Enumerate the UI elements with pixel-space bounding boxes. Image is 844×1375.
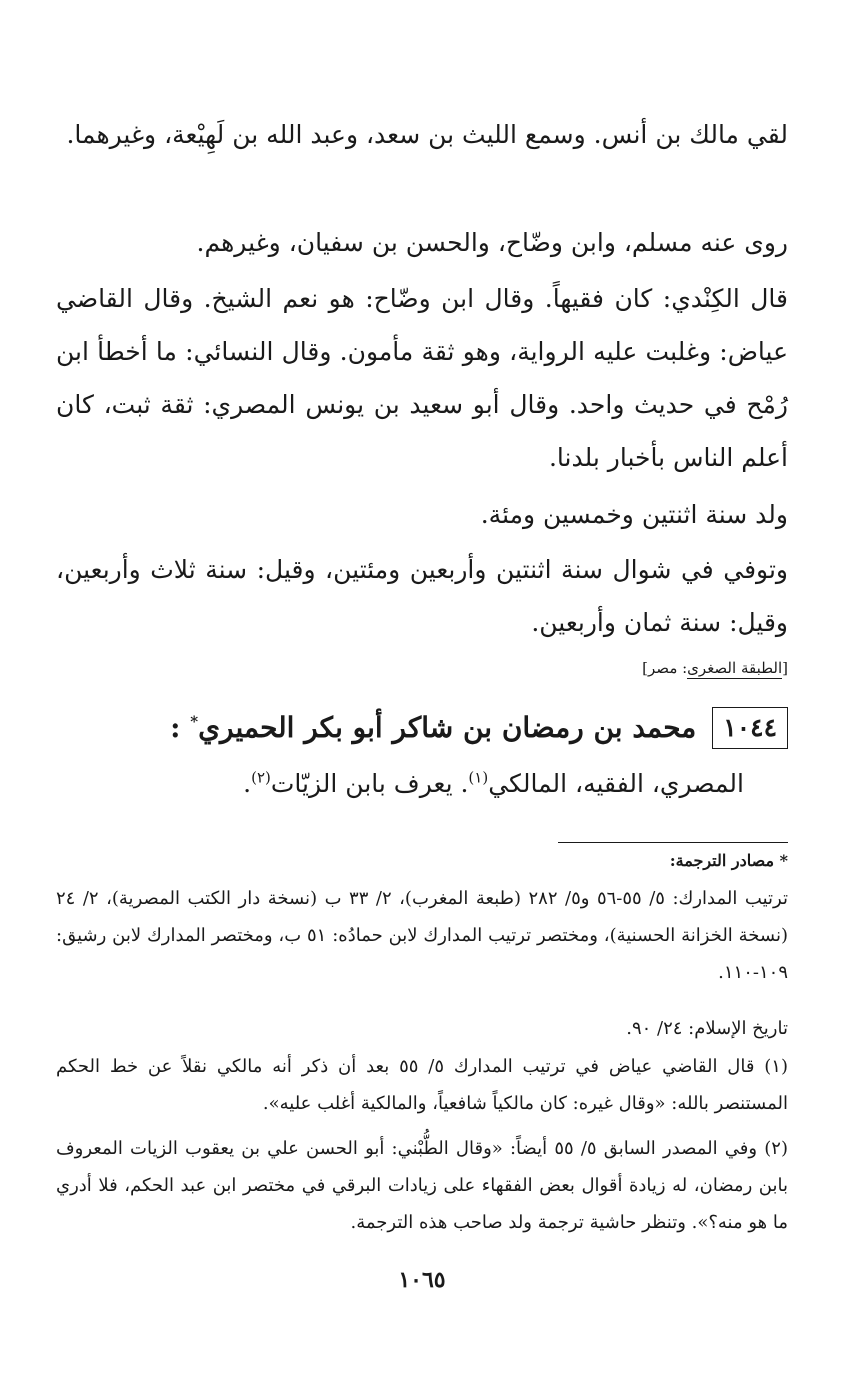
sources-tarikh: تاريخ الإسلام: ٢٤/ ٩٠.	[626, 1018, 788, 1039]
entry-number-box: ١٠٤٤	[712, 707, 788, 749]
footnote-ref-1: (١)	[468, 768, 489, 787]
entry-name: محمد بن رمضان بن شاكر أبو بكر الحميري	[198, 711, 697, 744]
tabaqa-place: : مصر	[648, 659, 688, 677]
footnote-divider	[558, 842, 788, 843]
tabaqa-label: الطبقة الصغرى	[687, 659, 783, 677]
paragraph-teachers: لقي مالك بن أنس. وسمع الليث بن سعد، وعبد الله بن لَهِيْعة، وغيرهما.	[66, 120, 788, 149]
sources-list: ترتيب المدارك: ٥/ ٥٥-٥٦ و٥/ ٢٨٢ (طبعة المغرب)، ٢/ ٣٣ ب (نسخة دار الكتب المصرية)، ٢/ ٢٤ (نسخة الخزانة الحسنية)، ومختصر ترتيب المدارك لابن حمادُه: ٥١ ب، ومختصر المدارك لابن رشيق: ١٠٩-١١٠.	[56, 888, 788, 983]
entry-heading	[56, 703, 788, 753]
tabaqa-open-bracket: [	[782, 659, 788, 677]
tabaqa-tag	[642, 656, 788, 680]
paragraph-birth: ولد سنة اثنتين وخمسين ومئة.	[480, 500, 788, 529]
entry-colon: :	[170, 711, 181, 744]
paragraph-death: وتوفي في شوال سنة اثنتين وأربعين ومئتين، وقيل: سنة ثلاث وأربعين، وقيل: سنة ثمان وأربعين.	[56, 555, 788, 637]
entry-known-as: . يعرف بابن الزيّات	[270, 769, 469, 798]
page-number: ١٠٦٥	[398, 1267, 446, 1293]
sources-heading: * مصادر الترجمة:	[669, 851, 788, 870]
entry-subtitle	[243, 762, 744, 806]
sources-asterisk: *	[190, 712, 199, 731]
footnote-1: (١) قال القاضي عياض في ترتيب المدارك ٥/ ٥٥ بعد أن ذكر أنه مالكي نقلاً عن خط الحكم المستنصر بالله: «وقال غيره: كان مالكياً شافعياً، والمالكية أغلب عليه».	[56, 1056, 788, 1114]
footnote-2: (٢) وفي المصدر السابق ٥/ ٥٥ أيضاً: «وقال الطُّبْني: أبو الحسن علي بن يعقوب الزيات المعروف بابن رمضان، له زيادة أقوال بعض الفقهاء على زيادات البرقي في مختصر ابن عبد الحكم، فلا أدري ما هو منه؟». وتنظر حاشية ترجمة ولد صاحب هذه الترجمة.	[56, 1138, 788, 1233]
paragraph-opinions: قال الكِنْدي: كان فقيهاً. وقال ابن وضّاح: هو نعم الشيخ. وقال القاضي عياض: وغلبت عليه الرواية، وهو ثقة مأمون. وقال النسائي: ما أخطأ ابن رُمْح في حديث واحد. وقال أبو سعيد بن يونس المصري: ثقة ثبت، كان أعلم الناس بأخبار بلدنا.	[56, 284, 788, 472]
tabaqa-close-bracket: ]	[642, 659, 649, 677]
footnote-ref-2: (٢)	[251, 768, 271, 787]
entry-title	[170, 706, 696, 750]
entry-subtitle-end: .	[243, 769, 252, 798]
paragraph-students: روى عنه مسلم، وابن وضّاح، والحسن بن سفيان، وغيرهم.	[196, 228, 788, 257]
entry-nisba: المصري، الفقيه، المالكي	[488, 769, 744, 798]
